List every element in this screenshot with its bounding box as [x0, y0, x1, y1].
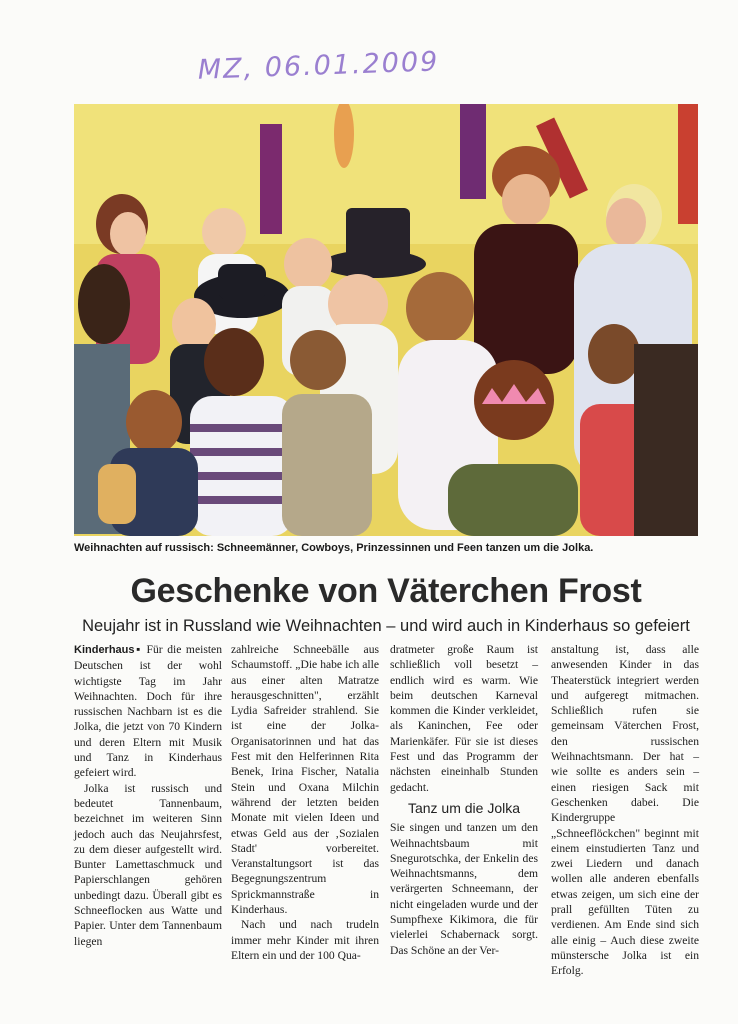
- dateline: Kinderhaus: [74, 644, 135, 656]
- article-column-4: [551, 642, 699, 979]
- paragraph-text: ▪ Für die meisten Deutschen ist der wohl wichtigste Tag im Jahr Weihnachten. Doch für ihre russischen Nachbarn ist es die Jolka, die jetzt von 70 Kindern und deren Eltern mit Musik und Tanz in Kinderhaus gefeiert wird.: [74, 643, 222, 780]
- tinsel-decoration: [260, 124, 282, 234]
- paragraph: Jolka ist russisch und bedeutet Tannenbaum, bezeichnet im weiteren Sinn jedoch auch das Neujahrsfest, zu dem dieser aufgestellt wird. Bunter Lamettaschmuck und Papierschlangen gehören unbedingt dazu. Überall gibt es Schneeflocken aus Watte und Papier. Unter dem Tannenbaum liegen: [74, 781, 222, 948]
- photo-caption: Weihnachten auf russisch: Schneemänner, Cowboys, Prinzessinnen und Feen tanzen um die Jolka.: [74, 542, 594, 554]
- article-photo: [74, 104, 698, 536]
- photo-illustration: [74, 104, 698, 536]
- article-column-2: [231, 642, 379, 963]
- paragraph: zahlreiche Schneebälle aus Schaumstoff. „Die habe ich alle aus einer alten Matratze herausgeschnitten", erzählt Lydia Safreider strahlend. Sie ist eine der Jolka-Organisatorinnen und hat das Fest mit den Helferinnen Rita Benek, Irina Fischer, Natalia Stein und Oxana Milchin während der letzten beiden Monate mit vielen Ideen und etwas Geld aus der ‚Sozialen Stadt' vorbereitet. Veranstaltungsort ist das Begegnungszentrum Sprickmannstraße in Kinderhaus.: [231, 643, 379, 917]
- date-stamp: MZ, 06.01.2009: [197, 46, 440, 86]
- paragraph: Sie singen und tanzen um den Weihnachtsbaum mit Snegurotschka, der Enkelin des Weihnachtsmanns, dem verärgerten Schneemann, der nicht eingeladen wurde und der Sumpfhexe Kikimora, die für vielerlei Schabernack sorgt. Das Schöne an der Ver-: [390, 821, 538, 957]
- article-column-3: [390, 642, 538, 958]
- striped-sweater: [190, 396, 294, 536]
- headline: Geschenke von Väterchen Frost: [130, 572, 642, 610]
- paragraph: Nach und nach trudeln immer mehr Kinder mit ihren Eltern ein und der 100 Qua-: [231, 918, 379, 962]
- subheadline: Neujahr ist in Russland wie Weihnachten – und wird auch in Kinderhaus so gefeiert: [82, 617, 690, 635]
- article-column-1: [74, 642, 222, 949]
- paragraph: anstaltung ist, dass alle anwesenden Kinder in das Theaterstück integriert werden und aufgeregt mitmachen. Schließlich rufen sie gemeinsam Väterchen Frost, den russischen Weihnachtsmann. Der hat – wie sollte es anders sein – einen riesigen Sack mit Geschenken dabei. Die Kindergruppe „Schneeflöckchen" beginnt mit einem einstudierten Tanz und zwei Liedern und danach wollen alle anderen ebenfalls etwas zeigen, um sich eine der prall gefüllten Tüten zu verdienen. Am Ende sind sich alle einig – Auch diese zweite münstersche Jolka ist ein Erfolg.: [551, 643, 699, 978]
- section-subhead: Tanz um die Jolka: [407, 799, 521, 816]
- paragraph: [74, 642, 222, 781]
- paragraph: dratmeter große Raum ist schließlich voll besetzt – endlich wird es warm. Wie beim deutschen Karneval kommen die Kinder verkleidet, als Kaninchen, Fee oder Marienkäfer. Für sie ist dieses Fest und das Programm der nächsten eineinhalb Stunden gedacht.: [390, 643, 538, 794]
